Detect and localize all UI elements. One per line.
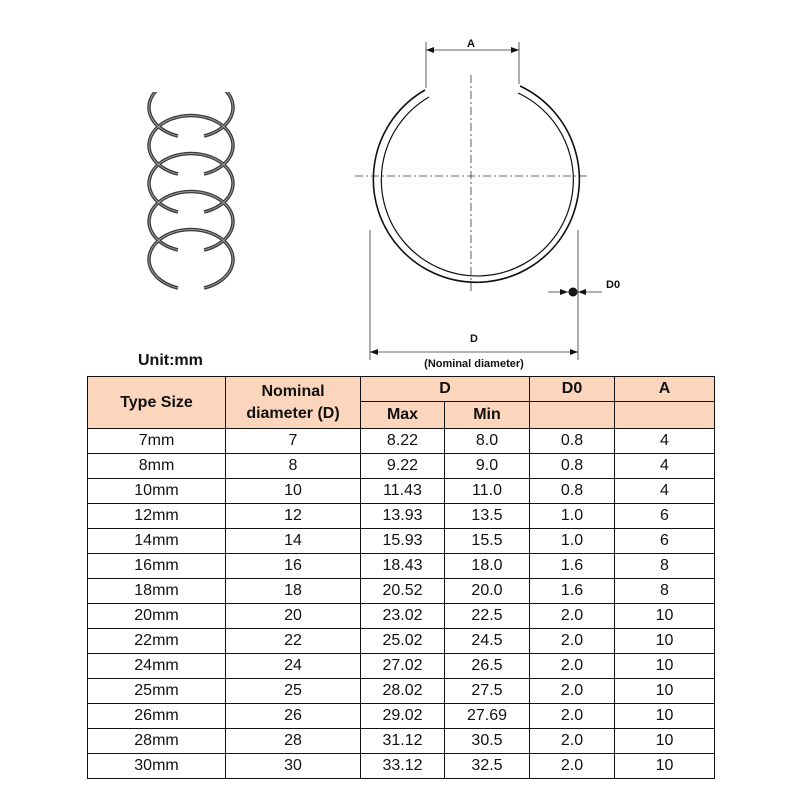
cell-d-min: 32.5 — [445, 754, 530, 779]
header-a: A — [615, 377, 715, 402]
cell-d0: 0.8 — [530, 479, 615, 504]
cell-nominal-diameter: 10 — [226, 479, 361, 504]
cell-d-max: 29.02 — [361, 704, 445, 729]
cell-d0: 0.8 — [530, 454, 615, 479]
cell-d-max: 28.02 — [361, 679, 445, 704]
cell-nominal-diameter: 24 — [226, 654, 361, 679]
cell-type-size: 20mm — [88, 604, 226, 629]
table-row — [88, 604, 715, 629]
cell-a: 10 — [615, 704, 715, 729]
stacked-rings-illustration — [140, 92, 250, 307]
unit-label: Unit:mm — [138, 352, 203, 369]
cell-d-max: 18.43 — [361, 554, 445, 579]
cell-type-size: 10mm — [88, 479, 226, 504]
cell-d0: 1.6 — [530, 579, 615, 604]
cell-nominal-diameter: 12 — [226, 504, 361, 529]
cell-a: 10 — [615, 679, 715, 704]
cell-d0: 0.8 — [530, 429, 615, 454]
cell-d0: 1.0 — [530, 529, 615, 554]
table-row — [88, 629, 715, 654]
label-d0: D0 — [606, 279, 621, 291]
header-a-blank — [615, 402, 715, 429]
spec-table — [87, 376, 715, 779]
cell-d-min: 11.0 — [445, 479, 530, 504]
cell-a: 10 — [615, 629, 715, 654]
cell-nominal-diameter: 30 — [226, 754, 361, 779]
cell-nominal-diameter: 28 — [226, 729, 361, 754]
cell-type-size: 12mm — [88, 504, 226, 529]
cell-d0: 2.0 — [530, 729, 615, 754]
cell-d-max: 23.02 — [361, 604, 445, 629]
table-row — [88, 529, 715, 554]
cell-d-min: 27.5 — [445, 679, 530, 704]
table-row — [88, 429, 715, 454]
cell-d-max: 33.12 — [361, 754, 445, 779]
cell-type-size: 25mm — [88, 679, 226, 704]
cell-d-min: 27.69 — [445, 704, 530, 729]
cell-nominal-diameter: 25 — [226, 679, 361, 704]
cell-d-min: 9.0 — [445, 454, 530, 479]
cell-d-min: 15.5 — [445, 529, 530, 554]
cell-d-max: 27.02 — [361, 654, 445, 679]
cell-a: 6 — [615, 504, 715, 529]
cell-nominal-diameter: 7 — [226, 429, 361, 454]
table-row — [88, 704, 715, 729]
cell-d-min: 30.5 — [445, 729, 530, 754]
table-row — [88, 454, 715, 479]
cell-d-max: 8.22 — [361, 429, 445, 454]
table-row — [88, 579, 715, 604]
cell-d0: 2.0 — [530, 654, 615, 679]
spec-table-body — [88, 429, 715, 779]
cell-type-size: 16mm — [88, 554, 226, 579]
table-row — [88, 504, 715, 529]
cell-d-max: 11.43 — [361, 479, 445, 504]
cell-type-size: 18mm — [88, 579, 226, 604]
cell-nominal-diameter: 18 — [226, 579, 361, 604]
cell-d-min: 22.5 — [445, 604, 530, 629]
cell-nominal-diameter: 8 — [226, 454, 361, 479]
cell-d-min: 8.0 — [445, 429, 530, 454]
cell-a: 8 — [615, 554, 715, 579]
ring-dimension-drawing — [340, 30, 660, 375]
cell-nominal-diameter: 22 — [226, 629, 361, 654]
cell-a: 10 — [615, 754, 715, 779]
cell-d-min: 20.0 — [445, 579, 530, 604]
cell-type-size: 26mm — [88, 704, 226, 729]
cell-d-min: 13.5 — [445, 504, 530, 529]
cell-d-max: 31.12 — [361, 729, 445, 754]
cell-a: 10 — [615, 604, 715, 629]
label-d-caption: (Nominal diameter) — [424, 358, 524, 370]
header-d0: D0 — [530, 377, 615, 402]
cell-d0: 2.0 — [530, 629, 615, 654]
label-a: A — [467, 38, 475, 50]
cell-a: 4 — [615, 454, 715, 479]
cell-type-size: 28mm — [88, 729, 226, 754]
header-d0-blank — [530, 402, 615, 429]
cell-nominal-diameter: 16 — [226, 554, 361, 579]
cell-d-max: 9.22 — [361, 454, 445, 479]
cell-d-max: 20.52 — [361, 579, 445, 604]
cell-d-max: 13.93 — [361, 504, 445, 529]
cell-type-size: 24mm — [88, 654, 226, 679]
cell-type-size: 7mm — [88, 429, 226, 454]
cell-d-min: 26.5 — [445, 654, 530, 679]
header-nominal-diameter — [226, 377, 361, 429]
cell-type-size: 8mm — [88, 454, 226, 479]
cell-a: 10 — [615, 654, 715, 679]
cell-a: 8 — [615, 579, 715, 604]
cell-d-max: 15.93 — [361, 529, 445, 554]
cell-d-min: 18.0 — [445, 554, 530, 579]
cell-d0: 2.0 — [530, 679, 615, 704]
cell-d0: 2.0 — [530, 754, 615, 779]
table-row — [88, 479, 715, 504]
cell-type-size: 30mm — [88, 754, 226, 779]
cell-a: 4 — [615, 479, 715, 504]
table-row — [88, 754, 715, 779]
cell-d0: 1.0 — [530, 504, 615, 529]
cell-d0: 2.0 — [530, 604, 615, 629]
header-d-max: Max — [361, 402, 445, 429]
table-row — [88, 654, 715, 679]
table-row — [88, 729, 715, 754]
header-type-size: Type Size — [88, 377, 226, 429]
cell-a: 4 — [615, 429, 715, 454]
cell-type-size: 14mm — [88, 529, 226, 554]
cell-d0: 2.0 — [530, 704, 615, 729]
header-nominal-line1: Nominal — [261, 382, 325, 400]
cell-type-size: 22mm — [88, 629, 226, 654]
header-d-min: Min — [445, 402, 530, 429]
ring-outline-inner — [381, 93, 573, 276]
cell-d-max: 25.02 — [361, 629, 445, 654]
table-row — [88, 554, 715, 579]
header-d: D — [361, 377, 530, 402]
label-d: D — [470, 333, 478, 345]
cell-d0: 1.6 — [530, 554, 615, 579]
cell-a: 6 — [615, 529, 715, 554]
cell-a: 10 — [615, 729, 715, 754]
cell-nominal-diameter: 20 — [226, 604, 361, 629]
cell-d-min: 24.5 — [445, 629, 530, 654]
table-row — [88, 679, 715, 704]
cell-nominal-diameter: 14 — [226, 529, 361, 554]
header-nominal-line2: diameter (D) — [246, 404, 340, 422]
cell-nominal-diameter: 26 — [226, 704, 361, 729]
